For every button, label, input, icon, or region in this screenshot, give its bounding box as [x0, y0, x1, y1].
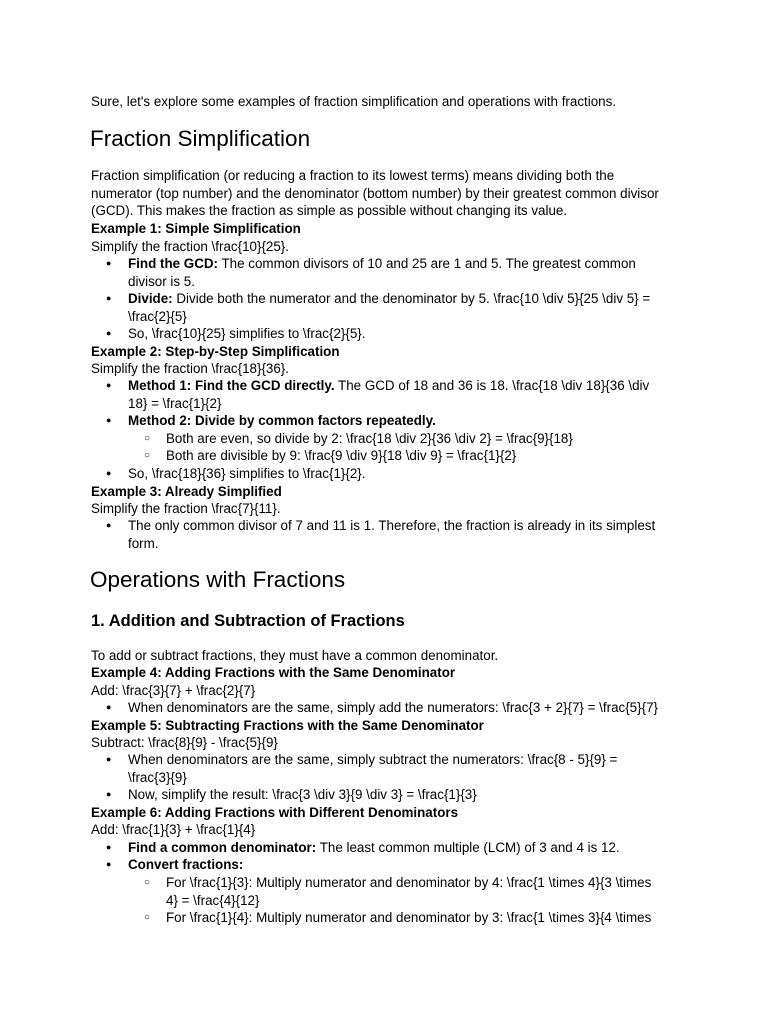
- list-item-label: Convert fractions:: [128, 857, 244, 872]
- addsub-paragraph: To add or subtract fractions, they must have a common denominator.: [91, 648, 499, 663]
- list-item: [128, 751, 688, 786]
- sub-list-item: ○ Both are even, so divide by 2: \frac{18 \div 2}{36 \div 2} = \frac{9}{18}: [166, 430, 686, 448]
- example-4-prompt: Add: \frac{3}{7} + \frac{2}{7}: [91, 683, 256, 698]
- list-item: [128, 412, 688, 430]
- example-5-prompt: Subtract: \frac{8}{9} - \frac{5}{9}: [91, 735, 278, 750]
- sub-list-item: [166, 874, 686, 909]
- example-4-title: Example 4: Adding Fractions with the Same Denominator: [91, 665, 456, 680]
- list-item: ● So, \frac{10}{25} simplifies to \frac{2}{5}.: [128, 325, 688, 343]
- heading-operations-with-fractions: Operations with Fractions: [90, 567, 346, 592]
- list-item: [128, 839, 688, 857]
- paragraph-line: (GCD). This makes the fraction as simple as possible without changing its value.: [91, 203, 568, 219]
- list-item-text: The least common multiple (LCM) of 3 and 4 is 12.: [316, 840, 620, 855]
- heading-addition-subtraction: 1. Addition and Subtraction of Fractions: [91, 612, 405, 630]
- sub-list-item-continuation: 4} = \frac{4}{12}: [166, 892, 260, 908]
- example-5-title: Example 5: Subtracting Fractions with the Same Denominator: [91, 718, 484, 733]
- list-item-text: The only common divisor of 7 and 11 is 1. Therefore, the fraction is already in its simplest: [128, 518, 656, 533]
- list-item: [128, 856, 688, 874]
- list-item-label: Find the GCD:: [128, 256, 219, 271]
- list-item-continuation: form.: [128, 535, 159, 551]
- list-item-label: Find a common denominator:: [128, 840, 317, 855]
- example-1-prompt: Simplify the fraction \frac{10}{25}.: [91, 239, 290, 254]
- example-3-prompt: Simplify the fraction \frac{7}{11}.: [91, 501, 281, 516]
- list-item-continuation: \frac{2}{5}: [128, 308, 187, 324]
- example-1-title: Example 1: Simple Simplification: [91, 221, 301, 236]
- list-item: ● When denominators are the same, simply add the numerators: \frac{3 + 2}{7} = \frac{5}{7}: [128, 699, 688, 717]
- list-item-continuation: 18} = \frac{1}{2}: [128, 395, 222, 411]
- paragraph-line: Fraction simplification (or reducing a fraction to its lowest terms) means dividing both the: [91, 168, 615, 183]
- list-item-label: Method 2: Divide by common factors repeatedly.: [128, 413, 436, 428]
- list-item-text: When denominators are the same, simply subtract the numerators: \frac{8 - 5}{9} =: [128, 752, 618, 767]
- heading-fraction-simplification: Fraction Simplification: [90, 126, 311, 151]
- sub-list-item: ○ For \frac{1}{4}: Multiply numerator and denominator by 3: \frac{1 \times 3}{4 \times: [166, 909, 686, 927]
- list-item-continuation: divisor is 5.: [128, 273, 195, 289]
- example-2-prompt: Simplify the fraction \frac{18}{36}.: [91, 361, 290, 376]
- simplification-paragraph: [91, 167, 691, 220]
- list-item-continuation: \frac{3}{9}: [128, 769, 187, 785]
- intro-text: Sure, let's explore some examples of fraction simplification and operations with fractions.: [91, 94, 617, 109]
- list-item: [128, 255, 688, 290]
- list-item: ● Now, simplify the result: \frac{3 \div 3}{9 \div 3} = \frac{1}{3}: [128, 786, 688, 804]
- list-item-label: Method 1: Find the GCD directly.: [128, 378, 335, 393]
- list-item-text: Divide both the numerator and the denominator by 5. \frac{10 \div 5}{25 \div 5} =: [172, 291, 651, 306]
- example-3-title: Example 3: Already Simplified: [91, 484, 282, 499]
- sub-list-item: ○ Both are divisible by 9: \frac{9 \div 9}{18 \div 9} = \frac{1}{2}: [166, 447, 686, 465]
- list-item-label: Divide:: [128, 291, 173, 306]
- example-6-prompt: Add: \frac{1}{3} + \frac{1}{4}: [91, 822, 256, 837]
- example-2-title: Example 2: Step-by-Step Simplification: [91, 344, 340, 359]
- list-item-text: The GCD of 18 and 36 is 18. \frac{18 \div 18}{36 \div: [334, 378, 650, 393]
- paragraph-line: numerator (top number) and the denominator (bottom number) by their greatest common divisor: [91, 185, 659, 201]
- sub-list-item-text: For \frac{1}{3}: Multiply numerator and denominator by 4: \frac{1 \times 4}{3 \times: [166, 875, 652, 890]
- list-item: [128, 290, 688, 325]
- list-item: [128, 377, 688, 412]
- list-item: [128, 517, 688, 552]
- example-6-title: Example 6: Adding Fractions with Different Denominators: [91, 805, 459, 820]
- list-item: ● So, \frac{18}{36} simplifies to \frac{1}{2}.: [128, 465, 688, 483]
- list-item-text: The common divisors of 10 and 25 are 1 and 5. The greatest common: [218, 256, 636, 271]
